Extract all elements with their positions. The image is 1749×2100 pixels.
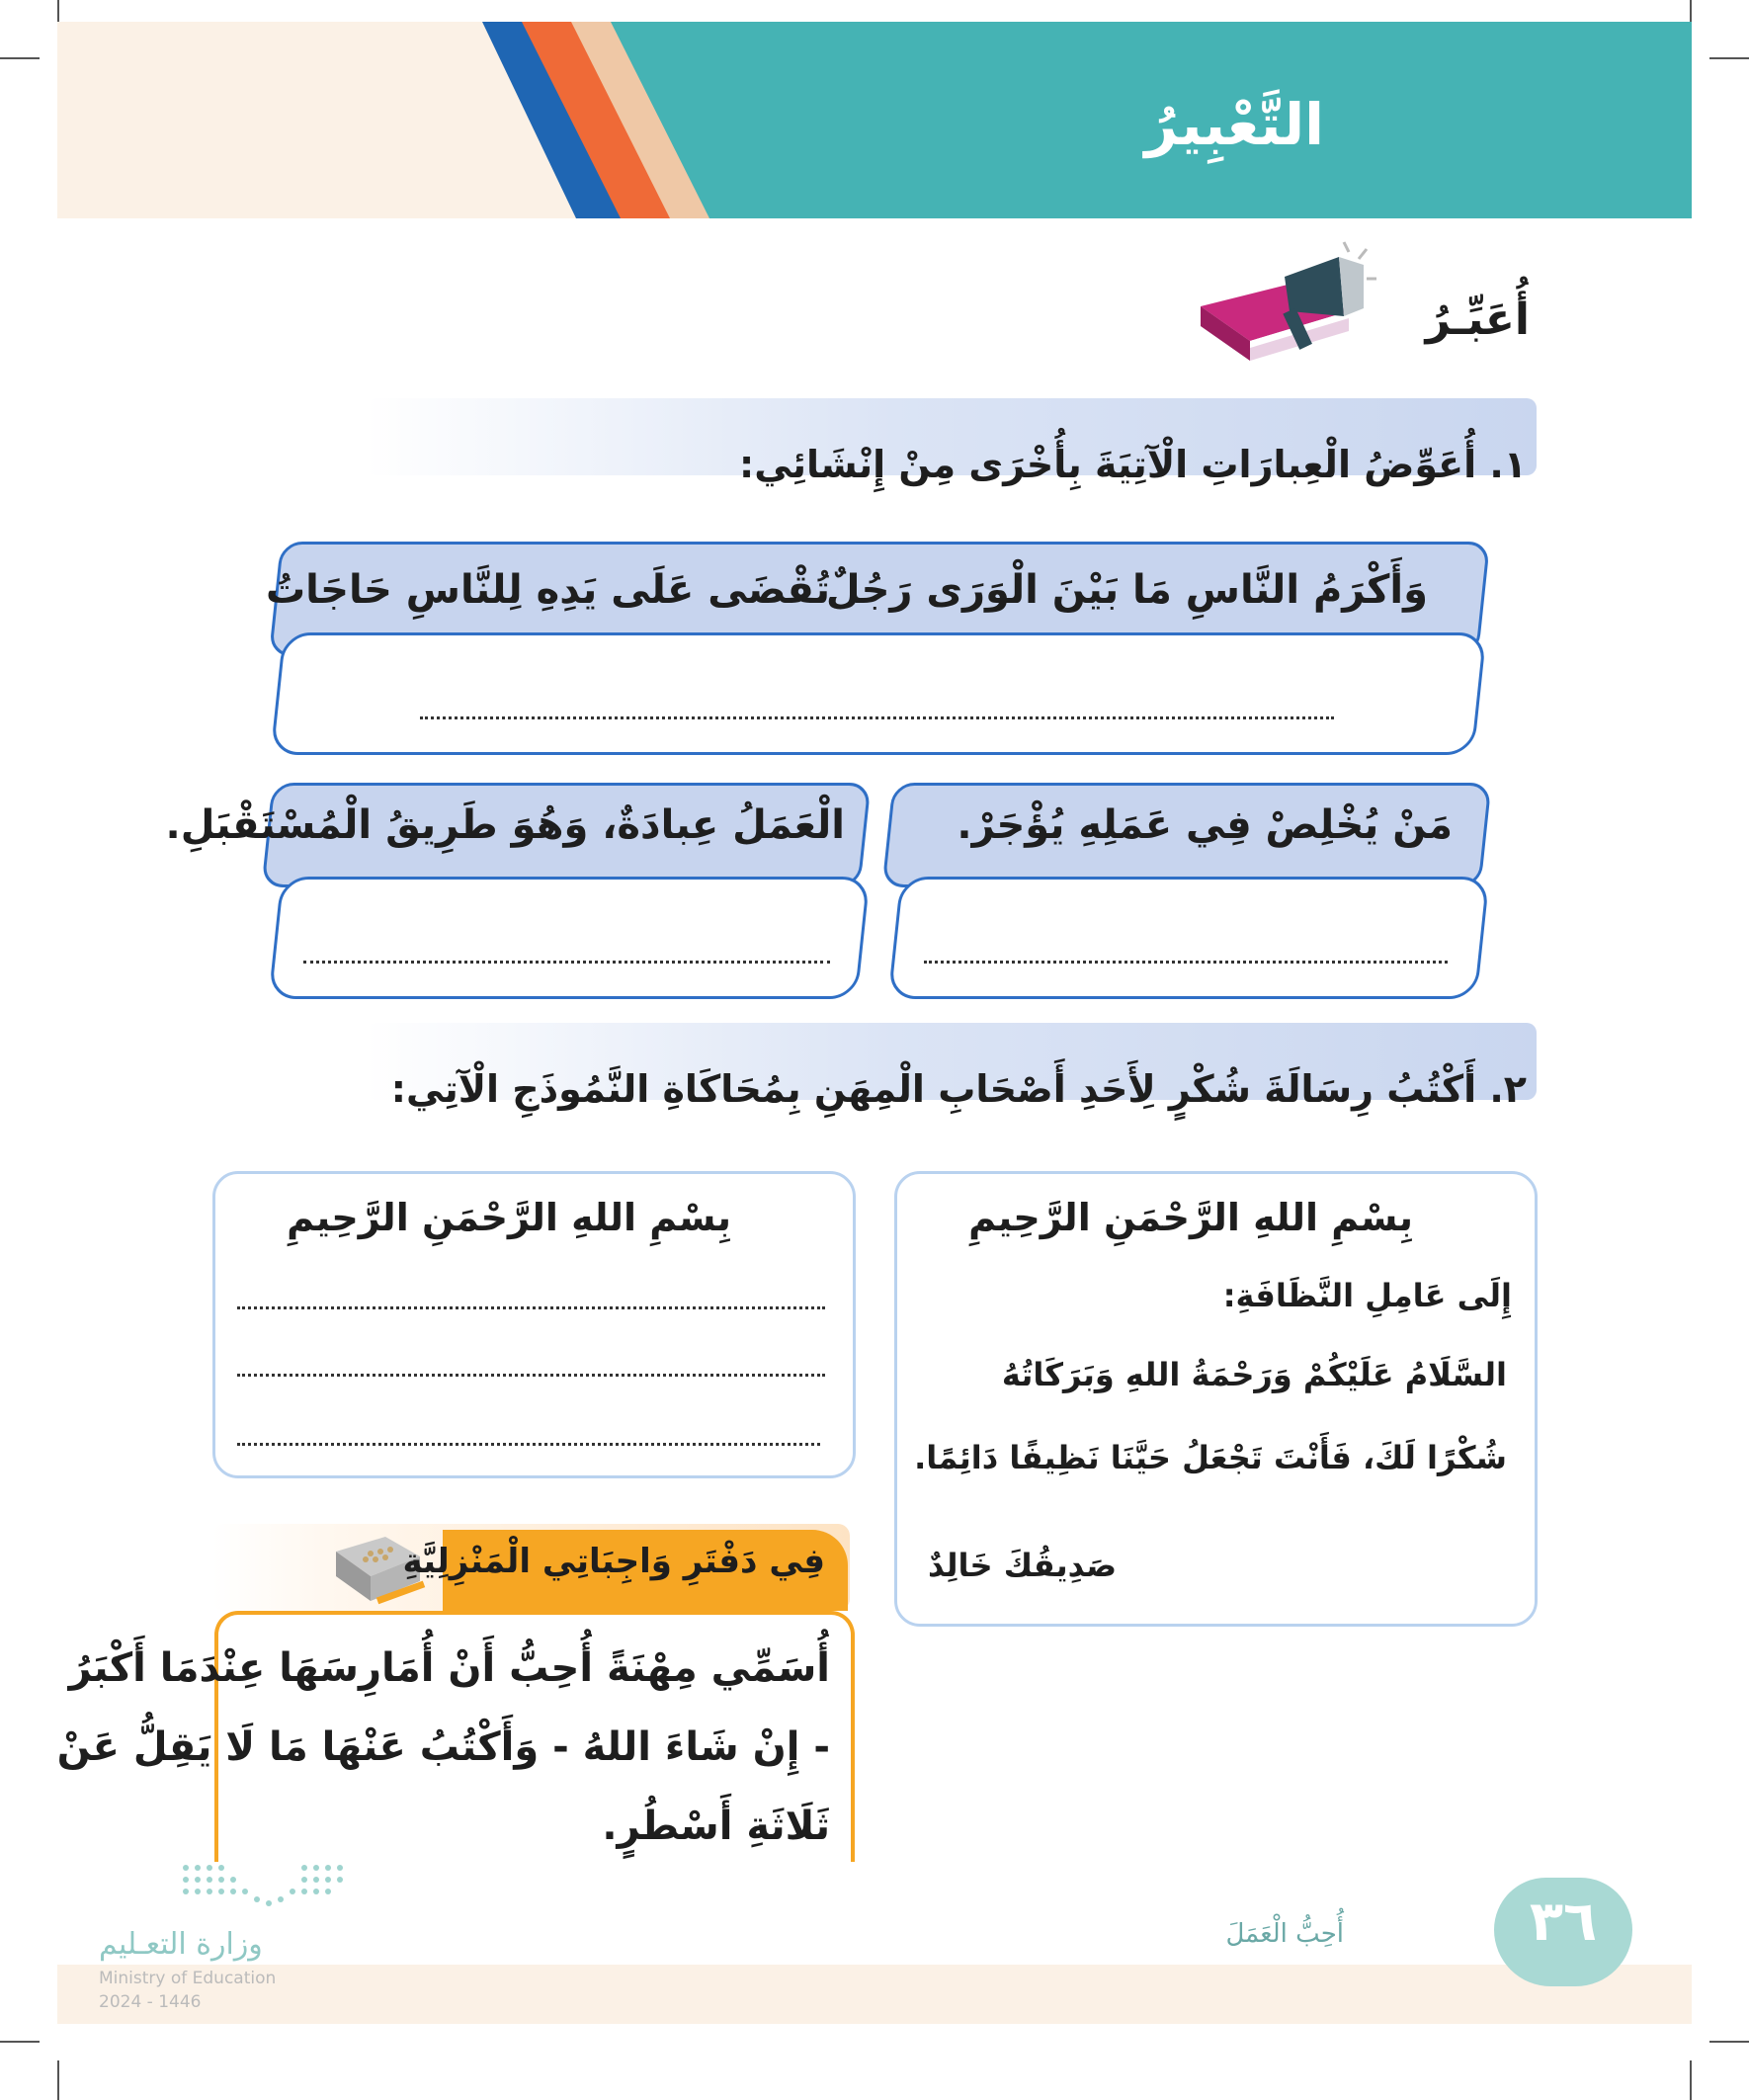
- page-number: ٣٦: [1529, 1890, 1598, 1954]
- letter-line-2: [237, 1374, 825, 1377]
- blank-basmala: بِسْمِ اللهِ الرَّحْمَنِ الرَّحِيمِ: [287, 1196, 731, 1239]
- page-title: التَّعْبِيرُ: [1144, 91, 1324, 158]
- model-greeting: السَّلَامُ عَلَيْكُمْ وَرَحْمَةُ اللهِ وَبَرَكَاتُهُ: [1001, 1356, 1507, 1393]
- edition-year: 2024 - 1446: [99, 1992, 202, 2012]
- homework-line-2: - إِنْ شَاءَ اللهُ - وَأَكْتُبُ عَنْهَا مَا لَا يَقِلُّ عَنْ: [56, 1724, 830, 1770]
- letter-line-3: [237, 1443, 820, 1446]
- ministry-name-ar: وزارة التعـليم: [99, 1927, 263, 1962]
- answer-line: [924, 961, 1448, 964]
- header-banner: [57, 22, 1692, 218]
- homework-title: فِي دَفْتَرِ وَاجِبَاتِي الْمَنْزِلِيَّةِ: [402, 1542, 825, 1581]
- letter-line-1: [237, 1306, 825, 1309]
- model-basmala: بِسْمِ اللهِ الرَّحْمَنِ الرَّحِيمِ: [968, 1196, 1413, 1239]
- sentence-left-answer[interactable]: [268, 877, 870, 999]
- verse-part-b: تُقْضَى عَلَى يَدِهِ لِلنَّاسِ حَاجَاتُ: [265, 567, 830, 613]
- question-2-label: ٢. أَكْتُبُ رِسَالَةَ شُكْرٍ لِأَحَدِ أَصْحَابِ الْمِهَنِ بِمُحَاكَاةِ النَّمُوذَجِ الْآتِي:: [390, 1067, 1527, 1111]
- section-label: أُعَبِّـرُ: [1425, 294, 1530, 345]
- ministry-logo-dots: [178, 1858, 356, 1917]
- ministry-name-en: Ministry of Education: [99, 1969, 277, 1988]
- homework-line-3: ثَلَاثَةِ أَسْطُرٍ.: [602, 1804, 830, 1849]
- unit-name: أُحِبُّ الْعَمَلَ: [1225, 1919, 1344, 1949]
- verse-answer-box[interactable]: [270, 632, 1486, 755]
- header-stripes: [57, 22, 1692, 218]
- answer-line: [420, 716, 1334, 719]
- question-1-label: ١. أُعَوِّضُ الْعِبارَاتِ الْآتِيَةَ بِأُخْرَى مِنْ إِنْشَائِي:: [739, 443, 1527, 486]
- sentence-right: مَنْ يُخْلِصْ فِي عَمَلِهِ يُؤْجَرْ.: [957, 802, 1453, 848]
- sentence-right-answer[interactable]: [887, 877, 1489, 999]
- sentence-left: الْعَمَلُ عِبادَةٌ، وَهُوَ طَرِيقُ الْمُسْتَقْبَلِ.: [165, 802, 845, 848]
- homework-line-1: أُسَمِّي مِهْنَةً أُحِبُّ أَنْ أُمَارِسَهَا عِنْدَمَا أَكْبَرُ: [68, 1645, 830, 1691]
- model-body: شُكْرًا لَكَ، فَأَنْتَ تَجْعَلُ حَيَّنَا نَظِيفًا دَائِمًا.: [914, 1439, 1507, 1476]
- model-signature: صَدِيقُكَ خَالِدٌ: [928, 1547, 1117, 1584]
- book-megaphone-icon: [1191, 237, 1378, 371]
- answer-line: [303, 961, 830, 964]
- footer-band: [57, 1965, 1692, 2024]
- verse-part-a: وَأَكْرَمُ النَّاسِ مَا بَيْنَ الْوَرَى رَجُلٌ: [825, 567, 1428, 613]
- model-recipient: إِلَى عَامِلِ النَّظَافَةِ:: [1222, 1277, 1512, 1314]
